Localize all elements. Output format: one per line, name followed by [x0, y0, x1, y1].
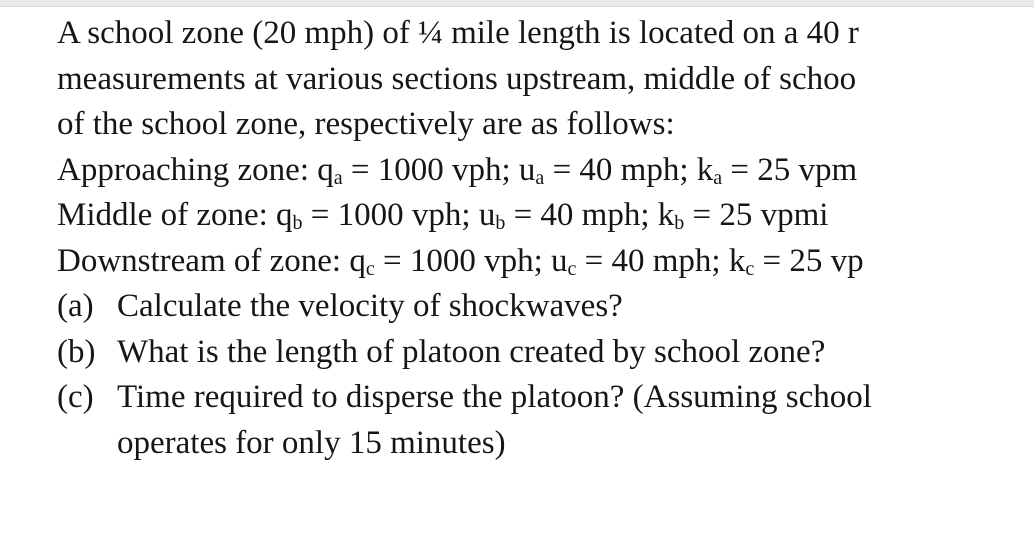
density-value: = 25 vp	[754, 242, 864, 279]
flow-symbol: q	[276, 197, 293, 233]
speed-value: = 40 mph;	[544, 151, 697, 188]
question-letter: (b)	[57, 333, 96, 370]
zone-label: Middle of zone:	[57, 197, 277, 233]
zone-label: Downstream of zone:	[57, 242, 350, 279]
question-c-continuation: operates for only 15 minutes)	[117, 424, 506, 461]
density-symbol: k	[657, 197, 675, 233]
zone-label: Approaching zone:	[57, 151, 318, 188]
zone-line-middle	[57, 193, 1034, 239]
question-a	[57, 284, 1034, 330]
flow-value: = 1000 vph;	[342, 151, 519, 188]
density-symbol: k	[728, 242, 746, 279]
top-divider	[0, 0, 1034, 7]
question-letter: (c)	[57, 379, 94, 415]
flow-value: = 1000 vph;	[374, 242, 551, 279]
density-subscript: b	[674, 212, 685, 234]
speed-subscript: c	[567, 257, 577, 280]
question-text: What is the length of platoon created by school zone?	[117, 333, 826, 370]
flow-symbol: q	[317, 151, 334, 188]
question-letter: (a)	[57, 288, 94, 324]
speed-subscript: a	[535, 166, 545, 189]
density-value: = 25 vpmi	[684, 197, 829, 233]
speed-symbol: u	[518, 151, 536, 188]
question-c	[57, 375, 1034, 421]
flow-subscript: a	[333, 166, 343, 189]
speed-value: = 40 mph;	[505, 197, 658, 233]
question-b	[57, 330, 1034, 376]
speed-value: = 40 mph;	[576, 242, 729, 279]
density-symbol: k	[696, 151, 714, 188]
problem-text	[57, 11, 1034, 466]
flow-symbol: q	[349, 242, 366, 279]
intro-line-1: A school zone (20 mph) of ¼ mile length is located on a 40 r	[57, 15, 859, 51]
intro-line-2: measurements at various sections upstream, middle of schoo	[57, 60, 857, 97]
speed-symbol: u	[551, 242, 568, 279]
speed-symbol: u	[478, 197, 496, 233]
density-subscript: a	[713, 166, 723, 189]
flow-subscript: b	[292, 212, 303, 234]
density-value: = 25 vpm	[722, 151, 858, 188]
speed-subscript: b	[495, 212, 506, 234]
zone-line-approaching	[57, 148, 1034, 194]
intro-line-3: of the school zone, respectively are as follows:	[57, 106, 675, 142]
density-subscript: c	[745, 257, 755, 280]
zone-line-downstream	[57, 239, 1034, 285]
question-text: Time required to disperse the platoon? (Assuming school	[117, 379, 872, 415]
question-text: Calculate the velocity of shockwaves?	[117, 288, 623, 324]
flow-subscript: c	[365, 257, 375, 280]
flow-value: = 1000 vph;	[302, 197, 479, 233]
